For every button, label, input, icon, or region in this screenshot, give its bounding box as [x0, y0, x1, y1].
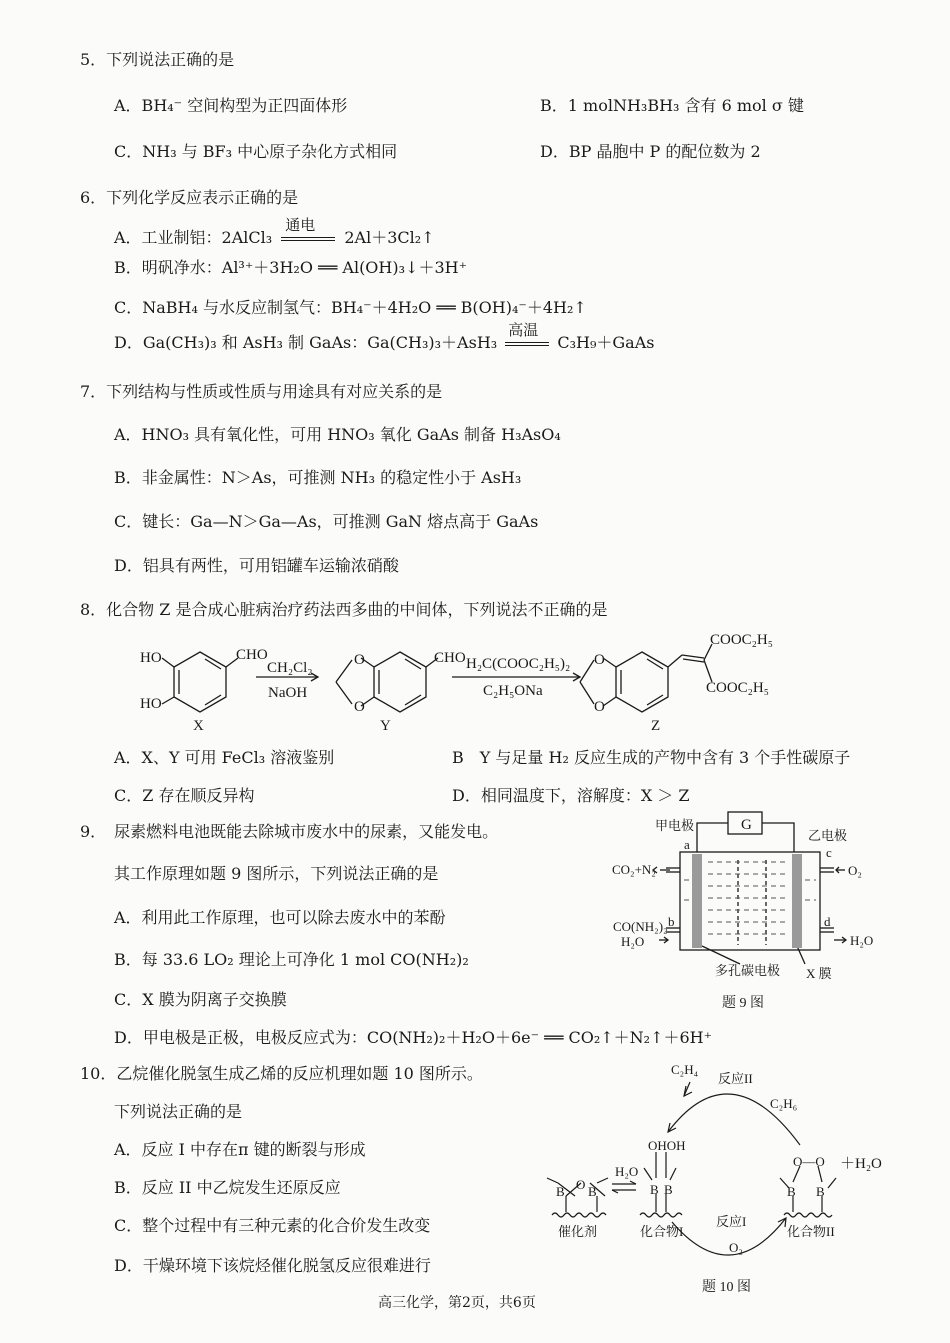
- page-footer: 高三化学，第2页，共6页: [378, 1295, 536, 1311]
- label-compound-1: 化合物I: [640, 1224, 684, 1239]
- q9-option-b: B．每 33.6 LO₂ 理论上可净化 1 mol CO(NH₂)₂: [114, 950, 469, 969]
- figure-9-caption: 题 9 图: [722, 996, 764, 1011]
- q10-stem-line2: 下列说法正确的是: [114, 1102, 243, 1121]
- z-oxygen-bottom: O: [594, 699, 605, 715]
- q6-a-suffix: 2Al＋3Cl₂↑: [344, 228, 435, 247]
- q9-option-c: C．X 膜为阴离子交换膜: [114, 990, 287, 1009]
- label-x: X: [193, 718, 204, 734]
- reagent-2-top: H₂C(COOC₂H₅)₂: [466, 656, 571, 672]
- y-oxygen-bottom: O: [354, 699, 365, 715]
- q6-option-b: B．明矾净水：Al³⁺＋3H₂O ══ Al(OH)₃↓＋3H⁺: [114, 258, 468, 277]
- compound-2-boron-left: B: [787, 1184, 796, 1199]
- label-reaction-2: 反应II: [718, 1071, 753, 1086]
- q10-option-a: A．反应 I 中存在π 键的断裂与形成: [114, 1140, 366, 1159]
- label-ethene: C₂H₄: [671, 1062, 699, 1077]
- q10-option-b: B．反应 II 中乙烷发生还原反应: [114, 1178, 341, 1197]
- q6-a-condition: 通电: [285, 216, 316, 234]
- q7-option-a: A．HNO₃ 具有氧化性，可用 HNO₃ 氧化 GaAs 制备 H₃AsO₄: [114, 425, 561, 444]
- q10-stem: 10．乙烷催化脱氢生成乙烯的反应机理如题 10 图所示。: [80, 1064, 483, 1083]
- z-ester-bottom: COOC₂H₅: [706, 680, 769, 696]
- label-y: Y: [380, 718, 391, 734]
- label-ethane: C₂H₆: [770, 1096, 798, 1111]
- y-oxygen-top: O: [354, 652, 365, 668]
- q5-option-c: C．NH₃ 与 BF₃ 中心原子杂化方式相同: [114, 142, 398, 161]
- inflow-water: H₂O: [621, 934, 645, 949]
- q6-d-suffix: C₃H₉＋GaAs: [557, 333, 655, 352]
- x-ho-top: HO: [140, 650, 162, 666]
- q6-stem: 6．下列化学反应表示正确的是: [80, 188, 299, 207]
- x-ho-bottom: HO: [140, 696, 162, 712]
- label-reaction-1: 反应I: [716, 1214, 747, 1229]
- figure-10-caption: 题 10 图: [702, 1280, 751, 1295]
- q9-stem-line1: 9． 尿素燃料电池既能去除城市废水中的尿素，又能发电。: [80, 822, 499, 841]
- y-cho: CHO: [434, 650, 466, 666]
- reagent-2-bottom: C₂H₅ONa: [483, 683, 543, 699]
- catalyst-oxygen: O: [576, 1177, 586, 1192]
- q7-option-c: C．键长：Ga—N＞Ga—As，可推测 GaN 熔点高于 GaAs: [114, 512, 539, 531]
- reagent-1-bottom: NaOH: [268, 685, 308, 701]
- compound-2-peroxide: O—O: [793, 1154, 825, 1169]
- compound-1-ohoh: OHOH: [648, 1138, 686, 1153]
- q5-stem: 5．下列说法正确的是: [80, 50, 235, 69]
- q6-d-prefix: D．Ga(CH₃)₃ 和 AsH₃ 制 GaAs：Ga(CH₃)₃＋AsH₃: [114, 333, 498, 352]
- q7-option-b: B．非金属性：N＞As，可推测 NH₃ 的稳定性小于 AsH₃: [114, 468, 522, 487]
- port-a: a: [684, 837, 690, 852]
- q9-stem-line2: 其工作原理如题 9 图所示，下列说法正确的是: [114, 864, 439, 883]
- label-porous-electrode: 多孔碳电极: [715, 963, 781, 978]
- q5-option-b: B．1 molNH₃BH₃ 含有 6 mol σ 键: [540, 96, 804, 115]
- reagent-1-top: CH₂Cl₂: [267, 660, 313, 676]
- port-d: d: [824, 914, 831, 929]
- label-oxygen: O₂: [729, 1240, 743, 1255]
- label-yi-electrode: 乙电极: [808, 828, 848, 843]
- label-water-equilibrium: H₂O: [615, 1164, 639, 1179]
- outflow-water: H₂O: [850, 933, 874, 948]
- q10-option-c: C．整个过程中有三种元素的化合价发生改变: [114, 1216, 431, 1235]
- q8-option-b: B Y 与足量 H₂ 反应生成的产物中含有 3 个手性碳原子: [452, 748, 851, 767]
- compound-1-boron-right: B: [664, 1182, 673, 1197]
- catalyst-boron-left: B: [556, 1184, 565, 1199]
- label-plus-water: ＋H₂O: [840, 1156, 882, 1172]
- q8-option-a: A．X、Y 可用 FeCl₃ 溶液鉴别: [114, 748, 335, 767]
- outflow-co2-n2: CO₂+N₂: [612, 862, 656, 877]
- z-oxygen-top: O: [594, 652, 605, 668]
- q10-option-d: D．干燥环境下该烷烃催化脱氢反应很难进行: [114, 1256, 431, 1275]
- q9-option-a: A．利用此工作原理，也可以除去废水中的苯酚: [114, 908, 446, 927]
- q7-stem: 7．下列结构与性质或性质与用途具有对应关系的是: [80, 382, 443, 401]
- label-z: Z: [651, 718, 661, 734]
- catalyst-boron-right: B: [588, 1184, 597, 1199]
- q6-option-c: C．NaBH₄ 与水反应制氢气：BH₄⁻＋4H₂O ══ B(OH)₄⁻＋4H₂↑: [114, 298, 587, 317]
- q6-a-prefix: A．工业制铝：2AlCl₃: [114, 228, 273, 247]
- q9-option-d: D．甲电极是正极，电极反应式为：CO(NH₂)₂＋H₂O＋6e⁻ ══ CO₂↑＋N₂↑＋6H⁺: [114, 1028, 713, 1047]
- compound-1-boron-left: B: [650, 1182, 659, 1197]
- port-b: b: [668, 914, 675, 929]
- q6-d-condition: 高温: [508, 321, 539, 339]
- z-ester-top: COOC₂H₅: [710, 632, 773, 648]
- q8-option-d: D．相同温度下，溶解度：X ＞ Z: [452, 786, 690, 805]
- label-x-membrane: X 膜: [806, 966, 832, 981]
- label-catalyst: 催化剂: [558, 1224, 598, 1239]
- q8-stem: 8．化合物 Z 是合成心脏病治疗药法西多曲的中间体，下列说法不正确的是: [80, 600, 608, 619]
- q7-option-d: D．铝具有两性，可用铝罐车运输浓硝酸: [114, 556, 399, 575]
- x-cho: CHO: [236, 647, 268, 663]
- port-c: c: [826, 845, 832, 860]
- q8-option-c: C．Z 存在顺反异构: [114, 786, 255, 805]
- q5-option-a: A．BH₄⁻ 空间构型为正四面体形: [114, 96, 348, 115]
- inflow-urea: CO(NH₂)₂: [613, 919, 668, 934]
- label-compound-2: 化合物II: [787, 1224, 835, 1239]
- label-jia-electrode: 甲电极: [655, 818, 695, 833]
- galvanometer-label: G: [741, 817, 752, 833]
- q5-option-d: D．BP 晶胞中 P 的配位数为 2: [540, 142, 761, 161]
- compound-2-boron-right: B: [816, 1184, 825, 1199]
- inflow-o2: O₂: [848, 863, 862, 878]
